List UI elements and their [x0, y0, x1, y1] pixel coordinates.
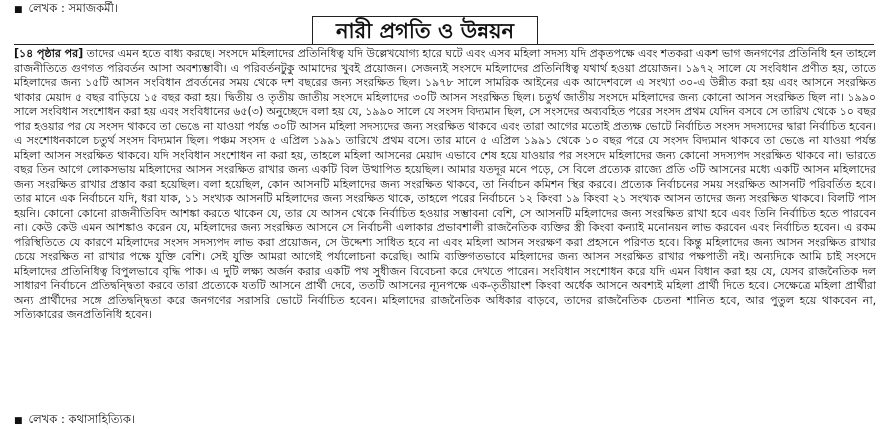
- title-divider: [14, 44, 874, 45]
- square-bullet-icon: ■: [14, 416, 23, 426]
- article-title: নারী প্রগতি ও উন্নয়ন: [312, 16, 538, 45]
- author-byline-top: [14, 0, 118, 18]
- byline-bottom-text: লেখক : কথাসাহিত্যিক।: [28, 412, 136, 426]
- byline-top-text: লেখক : সমাজকর্মী।: [28, 1, 118, 15]
- author-byline-bottom: [14, 411, 135, 429]
- square-bullet-icon: ■: [14, 5, 23, 15]
- continued-from-label: [১৪ পৃষ্ঠার পর]: [14, 47, 84, 60]
- article-body: [14, 47, 876, 407]
- article-body-text: তাদের এমন হতে বাধ্য করছে। সংসদে মহিলাদের প্রতিনিধিত্ব যদি উল্লেখযোগ্য হারে ঘটে এবং এসব মহিলা সদস্য যদি প্রকৃতপক্ষে এবং শতকরা একশ ভাগ জনগণের প্রতিনিধি হন তাহলে রাজনীতিতে গুণগত পরিবর্তন আসা অবশ্যম্ভাবী। এ পরিবর্তনটুকু আমাদের খুবই প্রয়োজন। সেজন্যই সংসদে মহিলাদের প্রতিনিধিত্ব যথার্থ হওয়া প্রয়োজন। ১৯৭২ সালে যে সংবিধান প্রণীত হয়, তাতে মহিলাদের জন্য ১৫টি আসন সংবিধান প্রবর্তনের সময় থেকে দশ বছরের জন্য সংরক্ষিত ছিল। ১৯৭৮ সালে সামরিক আইনের এক আদেশবলে এ সংখ্যা ৩০-এ উন্নীত করা হয় এবং আসনে সংরক্ষিত থাকার মেয়াদ ৫ বছর বাড়িয়ে ১৫ বছর করা হয়। দ্বিতীয় ও তৃতীয় জাতীয় সংসদে মহিলাদের ৩০টি আসন সংরক্ষিত ছিল। চতুর্থ জাতীয় সংসদে মহিলাদের জন্য কোনো আসন সংরক্ষিত ছিল না। ১৯৯০ সালে সংবিধান সংশোধন করা হয় এবং সংবিধানের ৬৫(৩) অনুচ্ছেদে বলা হয় যে, ১৯৯০ সালে যে সংসদ বিদ্যমান ছিল, সে সংসদের অব্যবহিত পরের সংসদ প্রথম যেদিন বসবে সে তারিখ থেকে ১০ বছর পার হওয়ার পর যে সংসদ থাকবে তা ভেঙে না যাওয়া পর্যন্ত ৩০টি আসন মহিলা সদস্যদের জন্য সংরক্ষিত থাকবে এবং তারা আগের মতোই প্রত্যক্ষ ভোটে নির্বাচিত সংসদ সদস্যদের দ্বারা নির্বাচিত হবেন। এ সংশোধনকালে চতুর্থ সংসদ বিদ্যমান ছিল। পঞ্চম সংসদ ৫ এপ্রিল ১৯৯১ তারিখে প্রথম বসে। তার মানে ৫ এপ্রিল ১৯৯১ থেকে ১০ বছর পরে যে সংসদ বিদ্যমান থাকবে তা ভেঙে না যাওয়া পর্যন্ত মহিলা আসন সংরক্ষিত থাকবে। যদি সংবিধান সংশোধন না করা হয়, তাহলে মহিলা আসনের মেয়াদ এভাবে শেষ হয়ে যাওয়ার পর সংসদে মহিলাদের জন্য কোনো সদস্যপদ সংরক্ষিত থাকবে না। ভারতে বছর তিন আগে লোকসভায় মহিলাদের আসন সংরক্ষিত রাখার জন্য একটি বিল উত্থাপিত হয়েছিল। আমার যতদূর মনে পড়ে, সে বিলে প্রত্যেক রাজ্যে প্রতি ৩টি আসনের মধ্যে একটি আসন মহিলাদের জন্য সংরক্ষিত রাখার প্রস্তাব করা হয়েছিল। বলা হয়েছিল, কোন আসনটি মহিলাদের জন্য সংরক্ষিত থাকবে, তা নির্বাচন কমিশন স্থির করবে। প্রত্যেক নির্বাচনের সময় সংরক্ষিত আসনটি পরিবর্তিত হবে। তার মানে এক নির্বাচনে যদি, ধরা যাক, ১১ সংখ্যক আসনটি মহিলাদের জন্য সংরক্ষিত থাকে, তাহলে পরের নির্বাচনে ১২ কিংবা ১৯ কিংবা ২১ সংখ্যক আসন তাদের জন্য সংরক্ষিত থাকবে। বিলটি পাস হয়নি। কোনো কোনো রাজনীতিবিদ আশঙ্কা করতে থাকেন যে, তার যে আসন থেকে নির্বাচিত হওয়ার সম্ভাবনা বেশি, সে আসনটি মহিলাদের জন্য সংরক্ষিত রাখা হবে এবং তিনি নির্বাচিত হতে পারবেন না। কেউ কেউ এমন আশঙ্কাও করেন যে, মহিলাদের জন্য সংরক্ষিত আসনে সে নির্বাচনী এলাকার প্রভাবশালী রাজনৈতিক ব্যক্তির স্ত্রী কিংবা কন্যাই মনোনয়ন লাভ করবেন এবং নির্বাচিত হবেন। এ রকম পরিস্থিতিতে যে কারণে মহিলাদের সংসদ সদস্যপদ লাভ করা প্রয়োজন, সে উদ্দেশ্য সাধিত হবে না এবং মহিলা আসন সংরক্ষণ করা প্রহসনে পরিণত হবে। কিন্তু মহিলাদের জন্য আসন সংরক্ষিত রাখার চেয়ে সংরক্ষিত না রাখার পক্ষে যুক্তি বেশি। সেই যুক্তি আমরা আগেই পর্যালোচনা করেছি। আমি ব্যক্তিগতভাবে মহিলাদের জন্য আসন সংরক্ষিত রাখার পক্ষপাতী নই। অন্যদিকে আমি চাই সংসদে মহিলাদের প্রতিনিধিত্ব বিপুলভাবে বৃদ্ধি পাক। এ দুটি লক্ষ্য অর্জন করার একটি পথ সুধীজন বিবেচনা করে দেখতে পারেন। সংবিধান সংশোধন করে যদি এমন বিধান করা হয় যে, যেসব রাজনৈতিক দল সাধারণ নির্বাচনে প্রতিদ্বন্দ্বিতা করবে তারা প্রত্যেকে যতটি আসনে প্রার্থী দেবে, ততটি আসনের ন্যূনপক্ষে এক-তৃতীয়াংশ কিংবা অর্ধেক আসনে অবশ্যই মহিলা প্রার্থী দিতে হবে। সেক্ষেত্রে মহিলা প্রার্থীরা অন্য প্রার্থীদের সঙ্গে প্রতিদ্বন্দ্বিতা করে জনগণের সরাসরি ভোটে নির্বাচিত হবেন। মহিলাদের রাজনৈতিক অধিকার বাড়বে, তাদের রাজনৈতিক চেতনা শানিত হবে, আর পুতুল হয়ে থাকবেন না, সত্যিকারের জনপ্রতিনিধি হবেন।: [14, 47, 876, 321]
